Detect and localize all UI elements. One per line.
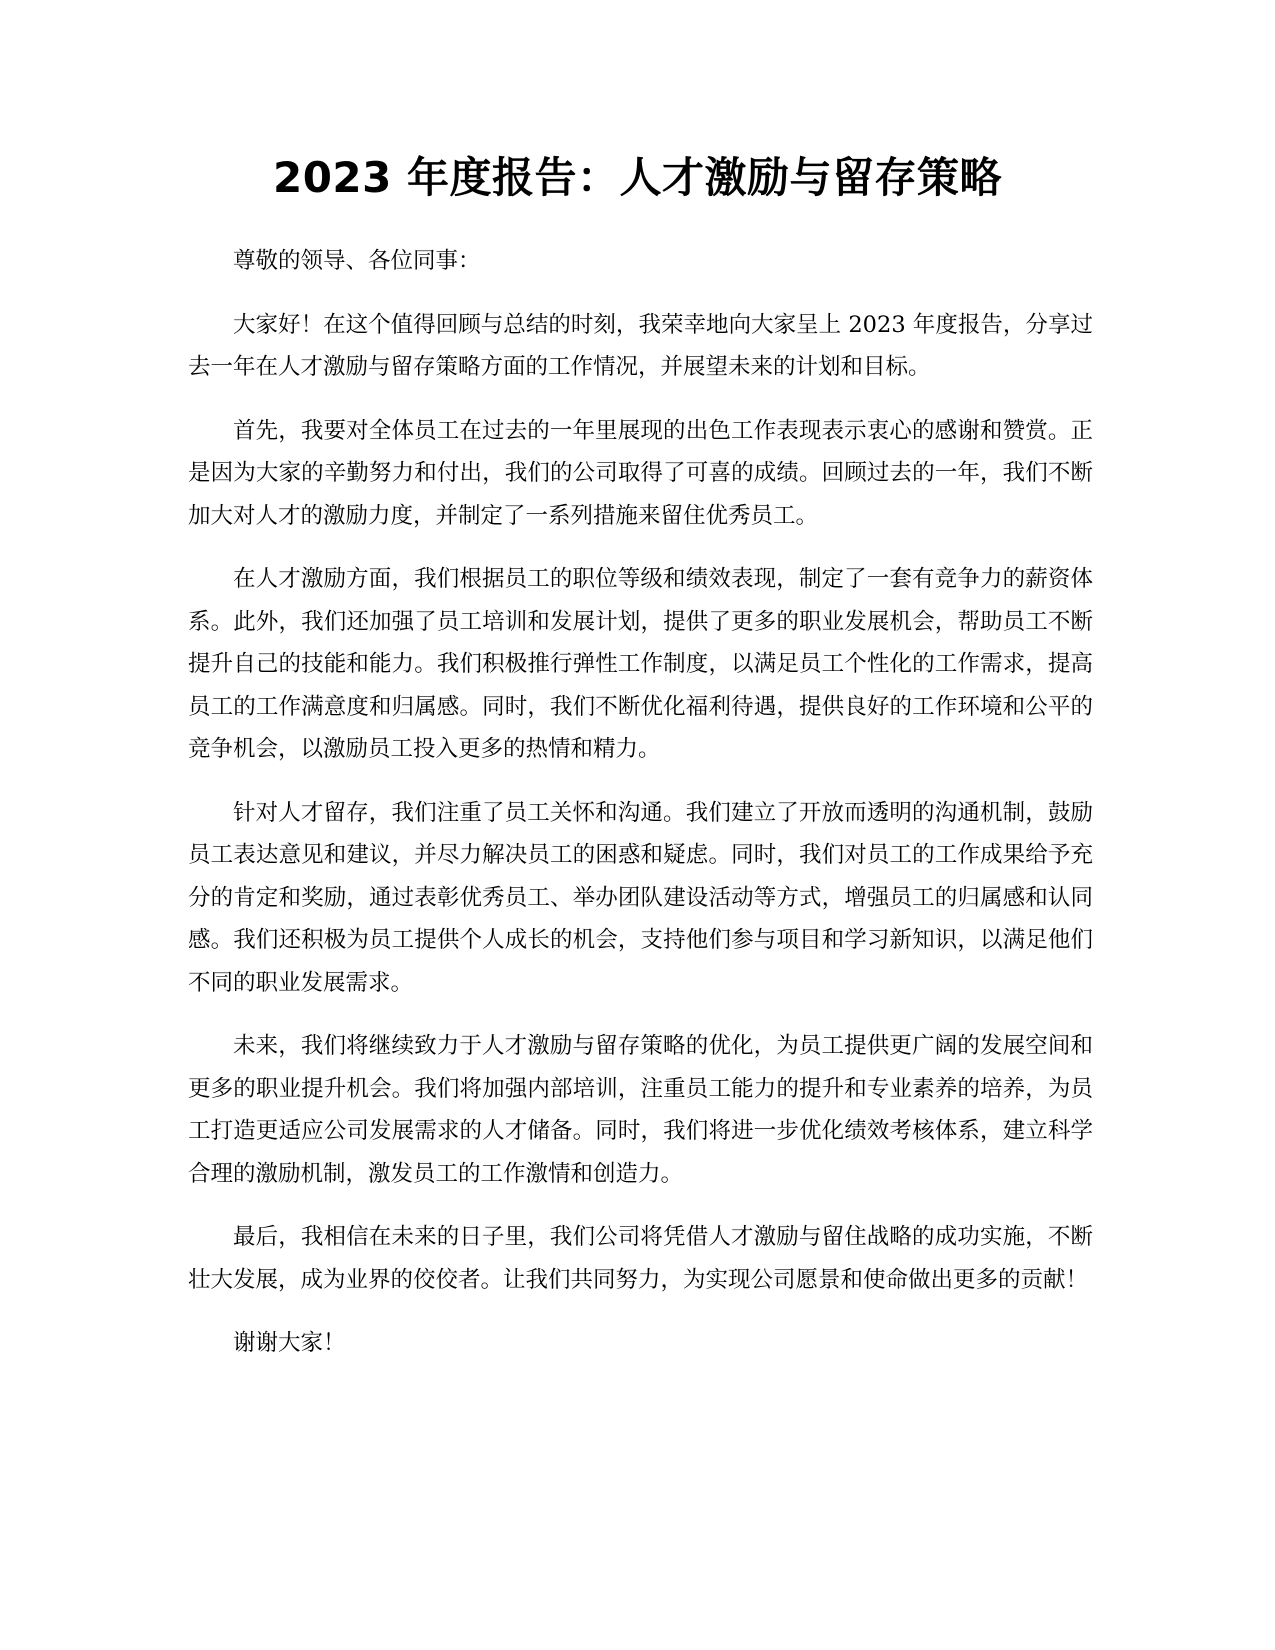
retention-paragraph: 针对人才留存，我们注重了员工关怀和沟通。我们建立了开放而透明的沟通机制，鼓励员工表达意见和建议，并尽力解决员工的困惑和疑虑。同时，我们对员工的工作成果给予充分的肯定和奖励，通过表彰优秀员工、举办团队建设活动等方式，增强员工的归属感和认同感。我们还积极为员工提供个人成长的机会，支持他们参与项目和学习新知识，以满足他们不同的职业发展需求。 [188, 799, 1093, 996]
future-paragraph: 未来，我们将继续致力于人才激励与留存策略的优化，为员工提供更广阔的发展空间和更多的职业提升机会。我们将加强内部培训，注重员工能力的提升和专业素养的培养，为员工打造更适应公司发展需求的人才储备。同时，我们将进一步优化绩效考核体系，建立科学合理的激励机制，激发员工的工作激情和创造力。 [188, 1033, 1093, 1187]
salutation-paragraph: 尊敬的领导、各位同事： [233, 248, 481, 274]
incentive-paragraph: 在人才激励方面，我们根据员工的职位等级和绩效表现，制定了一套有竞争力的薪资体系。此外，我们还加强了员工培训和发展计划，提供了更多的职业发展机会，帮助员工不断提升自己的技能和能力。我们积极推行弹性工作制度，以满足员工个性化的工作需求，提高员工的工作满意度和归属感。同时，我们不断优化福利待遇，提供良好的工作环境和公平的竞争机会，以激励员工投入更多的热情和精力。 [188, 566, 1093, 762]
farewell-paragraph: 谢谢大家！ [233, 1330, 346, 1356]
closing-paragraph: 最后，我相信在未来的日子里，我们公司将凭借人才激励与留住战略的成功实施，不断壮大发展，成为业界的佼佼者。让我们共同努力，为实现公司愿景和使命做出更多的贡献！ [188, 1224, 1093, 1293]
document-body [188, 240, 1093, 1386]
greeting-paragraph: 大家好！在这个值得回顾与总结的时刻，我荣幸地向大家呈上 2023 年度报告，分享过去一年在人才激励与留存策略方面的工作情况，并展望未来的计划和目标。 [188, 311, 1093, 380]
document-title: 2023 年度报告：人才激励与留存策略 [272, 153, 1003, 202]
thanks-paragraph: 首先，我要对全体员工在过去的一年里展现的出色工作表现表示衷心的感谢和赞赏。正是因为大家的辛勤努力和付出，我们的公司取得了可喜的成绩。回顾过去的一年，我们不断加大对人才的激励力度，并制定了一系列措施来留住优秀员工。 [188, 417, 1093, 529]
